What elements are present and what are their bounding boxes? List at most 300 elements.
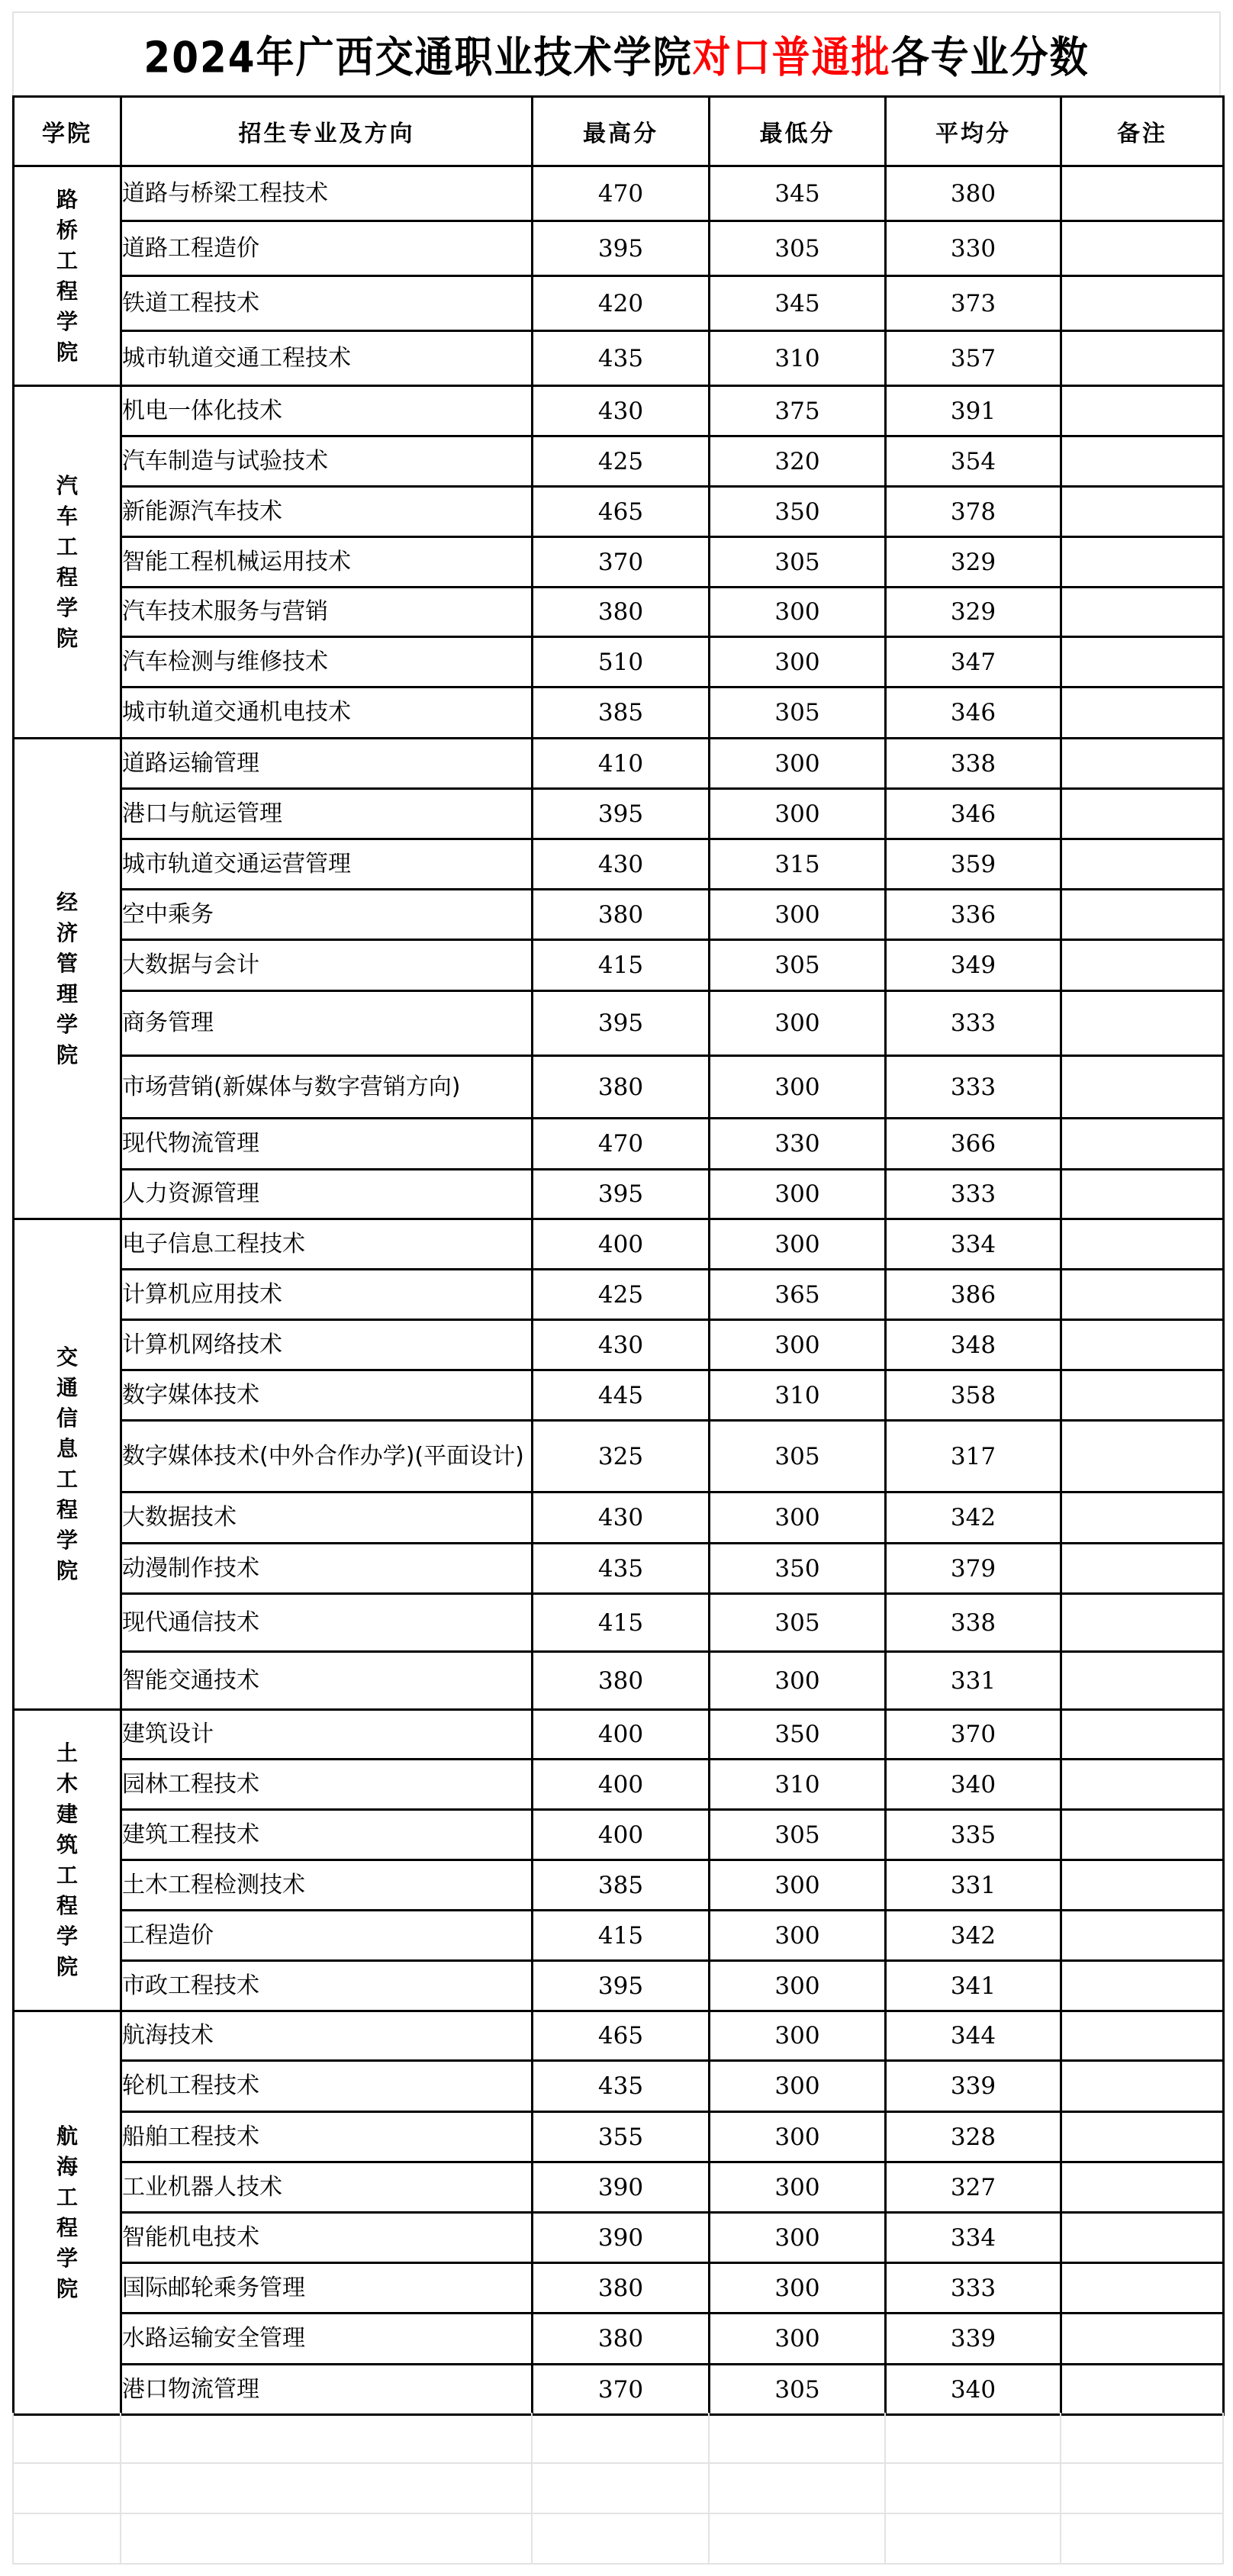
max-score-cell: 435 — [533, 2061, 710, 2112]
avg-score-cell: 380 — [886, 166, 1061, 221]
note-cell — [1061, 588, 1224, 637]
major-cell: 机电一体化技术 — [121, 386, 533, 436]
min-score-cell: 305 — [710, 940, 886, 991]
max-score-cell: 400 — [533, 1219, 710, 1270]
table-row — [14, 1119, 1224, 1170]
empty-cell — [885, 2513, 1061, 2564]
note-cell — [1061, 1270, 1224, 1320]
empty-cell — [532, 2513, 709, 2564]
max-score-cell: 370 — [533, 537, 710, 588]
min-score-cell: 310 — [710, 1370, 886, 1421]
table-row — [14, 221, 1224, 276]
note-cell — [1061, 739, 1224, 789]
major-cell: 汽车技术服务与营销 — [121, 588, 533, 637]
min-score-cell: 350 — [710, 487, 886, 537]
max-score-cell: 445 — [533, 1370, 710, 1421]
major-cell: 铁道工程技术 — [121, 276, 533, 331]
max-score-cell: 430 — [533, 1320, 710, 1370]
page-title — [143, 24, 1089, 85]
major-cell: 计算机网络技术 — [121, 1320, 533, 1370]
note-cell — [1061, 1652, 1224, 1710]
major-cell: 船舶工程技术 — [121, 2112, 533, 2162]
table-row — [14, 1056, 1224, 1119]
table-row — [14, 739, 1224, 789]
note-cell — [1061, 789, 1224, 839]
table-row — [14, 637, 1224, 687]
avg-score-cell: 373 — [886, 276, 1061, 331]
note-cell — [1061, 1710, 1224, 1760]
table-row — [14, 537, 1224, 588]
empty-row — [13, 2513, 1223, 2564]
empty-row — [13, 2463, 1223, 2513]
table-row — [14, 1170, 1224, 1219]
empty-cell — [709, 2413, 885, 2463]
table-row — [14, 1544, 1224, 1594]
max-score-cell: 400 — [533, 1760, 710, 1810]
major-cell: 港口物流管理 — [121, 2365, 533, 2415]
note-cell — [1061, 386, 1224, 436]
empty-cell — [709, 2463, 885, 2513]
empty-cell — [1061, 2463, 1223, 2513]
max-score-cell: 435 — [533, 1544, 710, 1594]
empty-cell — [121, 2413, 532, 2463]
table-row — [14, 789, 1224, 839]
min-score-cell: 300 — [710, 1860, 886, 1911]
major-cell: 工程造价 — [121, 1911, 533, 1961]
max-score-cell: 465 — [533, 487, 710, 537]
table-row — [14, 386, 1224, 436]
major-cell: 现代通信技术 — [121, 1594, 533, 1652]
avg-score-cell: 333 — [886, 1170, 1061, 1219]
college-name: 经济管理学院 — [56, 889, 78, 1067]
major-cell: 新能源汽车技术 — [121, 487, 533, 537]
note-cell — [1061, 1760, 1224, 1810]
max-score-cell: 355 — [533, 2112, 710, 2162]
table-row — [14, 1961, 1224, 2011]
note-cell — [1061, 991, 1224, 1056]
min-score-cell: 300 — [710, 1320, 886, 1370]
note-cell — [1061, 1810, 1224, 1860]
major-cell: 城市轨道交通运营管理 — [121, 839, 533, 890]
table-row — [14, 1810, 1224, 1860]
empty-cell — [1061, 2413, 1223, 2463]
max-score-cell: 395 — [533, 991, 710, 1056]
min-score-cell: 300 — [710, 1170, 886, 1219]
major-cell: 道路工程造价 — [121, 221, 533, 276]
max-score-cell: 370 — [533, 2365, 710, 2415]
max-score-cell: 390 — [533, 2162, 710, 2213]
empty-cell — [885, 2413, 1061, 2463]
title-suffix: 各专业分数 — [890, 33, 1090, 82]
table-row — [14, 1270, 1224, 1320]
note-cell — [1061, 2112, 1224, 2162]
note-cell — [1061, 2314, 1224, 2365]
empty-grid — [12, 2413, 1224, 2565]
table-row — [14, 331, 1224, 386]
table-row — [14, 1594, 1224, 1652]
min-score-cell: 300 — [710, 1056, 886, 1119]
table-row — [14, 1219, 1224, 1270]
note-cell — [1061, 1594, 1224, 1652]
table-row — [14, 2263, 1224, 2314]
min-score-cell: 345 — [710, 276, 886, 331]
note-cell — [1061, 1911, 1224, 1961]
max-score-cell: 380 — [533, 1652, 710, 1710]
avg-score-cell: 329 — [886, 537, 1061, 588]
avg-score-cell: 334 — [886, 2213, 1061, 2263]
min-score-cell: 350 — [710, 1544, 886, 1594]
note-cell — [1061, 166, 1224, 221]
avg-score-cell: 336 — [886, 890, 1061, 940]
avg-score-cell: 339 — [886, 2061, 1061, 2112]
max-score-cell: 380 — [533, 2314, 710, 2365]
note-cell — [1061, 687, 1224, 739]
note-cell — [1061, 1370, 1224, 1421]
note-cell — [1061, 2162, 1224, 2213]
avg-score-cell: 346 — [886, 789, 1061, 839]
note-cell — [1061, 2011, 1224, 2061]
max-score-cell: 425 — [533, 436, 710, 487]
major-cell: 水路运输安全管理 — [121, 2314, 533, 2365]
table-row — [14, 1652, 1224, 1710]
empty-cell — [13, 2513, 121, 2564]
min-score-cell: 300 — [710, 2061, 886, 2112]
major-cell: 道路运输管理 — [121, 739, 533, 789]
table-row — [14, 1760, 1224, 1810]
max-score-cell: 420 — [533, 276, 710, 331]
college-cell — [14, 1219, 121, 1710]
min-score-cell: 300 — [710, 2314, 886, 2365]
note-cell — [1061, 221, 1224, 276]
min-score-cell: 320 — [710, 436, 886, 487]
max-score-cell: 430 — [533, 839, 710, 890]
table-row — [14, 2011, 1224, 2061]
max-score-cell: 385 — [533, 687, 710, 739]
empty-cell — [532, 2413, 709, 2463]
table-row — [14, 1860, 1224, 1911]
max-score-cell: 465 — [533, 2011, 710, 2061]
min-score-cell: 330 — [710, 1119, 886, 1170]
min-score-cell: 300 — [710, 1911, 886, 1961]
note-cell — [1061, 1119, 1224, 1170]
avg-score-cell: 340 — [886, 1760, 1061, 1810]
avg-score-cell: 378 — [886, 487, 1061, 537]
table-row — [14, 2061, 1224, 2112]
min-score-cell: 300 — [710, 1219, 886, 1270]
min-score-cell: 305 — [710, 1421, 886, 1492]
empty-cell — [1061, 2513, 1223, 2564]
max-score-cell: 415 — [533, 940, 710, 991]
major-cell: 港口与航运管理 — [121, 789, 533, 839]
avg-score-cell: 346 — [886, 687, 1061, 739]
min-score-cell: 305 — [710, 687, 886, 739]
major-cell: 数字媒体技术(中外合作办学)(平面设计) — [121, 1421, 533, 1492]
table-row — [14, 436, 1224, 487]
college-name: 土木建筑工程学院 — [56, 1740, 78, 1979]
college-cell — [14, 166, 121, 386]
major-cell: 计算机应用技术 — [121, 1270, 533, 1320]
major-cell: 智能工程机械运用技术 — [121, 537, 533, 588]
major-cell: 建筑设计 — [121, 1710, 533, 1760]
college-name: 汽车工程学院 — [56, 472, 78, 651]
note-cell — [1061, 276, 1224, 331]
table-row — [14, 588, 1224, 637]
college-cell — [14, 1710, 121, 2011]
note-cell — [1061, 487, 1224, 537]
avg-score-cell: 331 — [886, 1860, 1061, 1911]
note-cell — [1061, 890, 1224, 940]
major-cell: 电子信息工程技术 — [121, 1219, 533, 1270]
major-cell: 工业机器人技术 — [121, 2162, 533, 2213]
avg-score-cell: 391 — [886, 386, 1061, 436]
max-score-cell: 415 — [533, 1911, 710, 1961]
scores-body — [14, 166, 1224, 2415]
min-score-cell: 345 — [710, 166, 886, 221]
note-cell — [1061, 2213, 1224, 2263]
table-row — [14, 1370, 1224, 1421]
table-row — [14, 2112, 1224, 2162]
avg-score-cell: 339 — [886, 2314, 1061, 2365]
avg-score-cell: 386 — [886, 1270, 1061, 1320]
avg-score-cell: 357 — [886, 331, 1061, 386]
note-cell — [1061, 839, 1224, 890]
major-cell: 动漫制作技术 — [121, 1544, 533, 1594]
empty-cell — [121, 2513, 532, 2564]
min-score-cell: 300 — [710, 890, 886, 940]
min-score-cell: 310 — [710, 331, 886, 386]
college-cell — [14, 739, 121, 1219]
note-cell — [1061, 1492, 1224, 1544]
max-score-cell: 380 — [533, 2263, 710, 2314]
major-cell: 城市轨道交通机电技术 — [121, 687, 533, 739]
major-cell: 大数据技术 — [121, 1492, 533, 1544]
note-cell — [1061, 2365, 1224, 2415]
note-cell — [1061, 2061, 1224, 2112]
table-row — [14, 2213, 1224, 2263]
college-cell — [14, 2011, 121, 2415]
header-max-score: 最高分 — [533, 97, 710, 166]
avg-score-cell: 335 — [886, 1810, 1061, 1860]
min-score-cell: 305 — [710, 221, 886, 276]
avg-score-cell: 354 — [886, 436, 1061, 487]
table-row — [14, 276, 1224, 331]
major-cell: 汽车制造与试验技术 — [121, 436, 533, 487]
empty-cell — [13, 2413, 121, 2463]
empty-cell — [121, 2463, 532, 2513]
max-score-cell: 430 — [533, 1492, 710, 1544]
major-cell: 土木工程检测技术 — [121, 1860, 533, 1911]
empty-cell — [885, 2463, 1061, 2513]
min-score-cell: 300 — [710, 1492, 886, 1544]
note-cell — [1061, 1056, 1224, 1119]
table-row — [14, 166, 1224, 221]
avg-score-cell: 333 — [886, 1056, 1061, 1119]
avg-score-cell: 370 — [886, 1710, 1061, 1760]
avg-score-cell: 348 — [886, 1320, 1061, 1370]
college-name: 交通信息工程学院 — [56, 1344, 78, 1583]
major-cell: 商务管理 — [121, 991, 533, 1056]
major-cell: 国际邮轮乘务管理 — [121, 2263, 533, 2314]
avg-score-cell: 349 — [886, 940, 1061, 991]
empty-cell — [13, 2463, 121, 2513]
major-cell: 智能机电技术 — [121, 2213, 533, 2263]
max-score-cell: 510 — [533, 637, 710, 687]
avg-score-cell: 342 — [886, 1911, 1061, 1961]
table-row — [14, 1911, 1224, 1961]
max-score-cell: 395 — [533, 1961, 710, 2011]
max-score-cell: 325 — [533, 1421, 710, 1492]
min-score-cell: 300 — [710, 1652, 886, 1710]
max-score-cell: 415 — [533, 1594, 710, 1652]
note-cell — [1061, 1170, 1224, 1219]
title-highlight: 对口普通批 — [692, 33, 891, 82]
min-score-cell: 300 — [710, 991, 886, 1056]
max-score-cell: 395 — [533, 221, 710, 276]
empty-cell — [709, 2513, 885, 2564]
table-row — [14, 991, 1224, 1056]
note-cell — [1061, 1421, 1224, 1492]
max-score-cell: 470 — [533, 1119, 710, 1170]
table-row — [14, 487, 1224, 537]
note-cell — [1061, 2263, 1224, 2314]
max-score-cell: 470 — [533, 166, 710, 221]
avg-score-cell: 334 — [886, 1219, 1061, 1270]
table-row — [14, 940, 1224, 991]
avg-score-cell: 331 — [886, 1652, 1061, 1710]
min-score-cell: 300 — [710, 2213, 886, 2263]
min-score-cell: 365 — [710, 1270, 886, 1320]
empty-row — [13, 2413, 1223, 2463]
avg-score-cell: 342 — [886, 1492, 1061, 1544]
major-cell: 市政工程技术 — [121, 1961, 533, 2011]
college-cell — [14, 386, 121, 739]
max-score-cell: 435 — [533, 331, 710, 386]
header-note: 备注 — [1061, 97, 1224, 166]
avg-score-cell: 338 — [886, 1594, 1061, 1652]
max-score-cell: 400 — [533, 1810, 710, 1860]
major-cell: 空中乘务 — [121, 890, 533, 940]
major-cell: 城市轨道交通工程技术 — [121, 331, 533, 386]
min-score-cell: 300 — [710, 2112, 886, 2162]
note-cell — [1061, 1544, 1224, 1594]
major-cell: 道路与桥梁工程技术 — [121, 166, 533, 221]
college-name: 航海工程学院 — [56, 2124, 78, 2301]
avg-score-cell: 333 — [886, 2263, 1061, 2314]
header-min-score: 最低分 — [710, 97, 886, 166]
table-row — [14, 1492, 1224, 1544]
avg-score-cell: 359 — [886, 839, 1061, 890]
table-row — [14, 1421, 1224, 1492]
avg-score-cell: 358 — [886, 1370, 1061, 1421]
major-cell: 建筑工程技术 — [121, 1810, 533, 1860]
min-score-cell: 310 — [710, 1760, 886, 1810]
avg-score-cell: 340 — [886, 2365, 1061, 2415]
major-cell: 园林工程技术 — [121, 1760, 533, 1810]
min-score-cell: 300 — [710, 2263, 886, 2314]
table-row — [14, 2314, 1224, 2365]
avg-score-cell: 379 — [886, 1544, 1061, 1594]
max-score-cell: 380 — [533, 1056, 710, 1119]
major-cell: 航海技术 — [121, 2011, 533, 2061]
title-area — [12, 11, 1221, 95]
header-row — [14, 97, 1224, 166]
major-cell: 大数据与会计 — [121, 940, 533, 991]
note-cell — [1061, 1961, 1224, 2011]
table-row — [14, 1320, 1224, 1370]
note-cell — [1061, 637, 1224, 687]
avg-score-cell: 327 — [886, 2162, 1061, 2213]
avg-score-cell: 330 — [886, 221, 1061, 276]
avg-score-cell: 328 — [886, 2112, 1061, 2162]
avg-score-cell: 338 — [886, 739, 1061, 789]
max-score-cell: 380 — [533, 588, 710, 637]
avg-score-cell: 347 — [886, 637, 1061, 687]
major-cell: 智能交通技术 — [121, 1652, 533, 1710]
avg-score-cell: 344 — [886, 2011, 1061, 2061]
min-score-cell: 300 — [710, 789, 886, 839]
max-score-cell: 385 — [533, 1860, 710, 1911]
table-row — [14, 1710, 1224, 1760]
avg-score-cell: 317 — [886, 1421, 1061, 1492]
min-score-cell: 300 — [710, 637, 886, 687]
header-college: 学院 — [14, 97, 121, 166]
major-cell: 人力资源管理 — [121, 1170, 533, 1219]
min-score-cell: 300 — [710, 588, 886, 637]
table-row — [14, 2365, 1224, 2415]
min-score-cell: 375 — [710, 386, 886, 436]
college-name: 路桥工程学院 — [56, 186, 78, 365]
note-cell — [1061, 436, 1224, 487]
note-cell — [1061, 940, 1224, 991]
note-cell — [1061, 331, 1224, 386]
title-prefix: 2024年广西交通职业技术学院 — [143, 33, 693, 82]
header-major: 招生专业及方向 — [121, 97, 533, 166]
min-score-cell: 350 — [710, 1710, 886, 1760]
table-row — [14, 2162, 1224, 2213]
empty-cell — [532, 2463, 709, 2513]
min-score-cell: 300 — [710, 2162, 886, 2213]
max-score-cell: 410 — [533, 739, 710, 789]
table-row — [14, 687, 1224, 739]
min-score-cell: 305 — [710, 1594, 886, 1652]
max-score-cell: 395 — [533, 789, 710, 839]
min-score-cell: 300 — [710, 1961, 886, 2011]
major-cell: 汽车检测与维修技术 — [121, 637, 533, 687]
note-cell — [1061, 1860, 1224, 1911]
major-cell: 轮机工程技术 — [121, 2061, 533, 2112]
major-cell: 数字媒体技术 — [121, 1370, 533, 1421]
min-score-cell: 315 — [710, 839, 886, 890]
major-cell: 市场营销(新媒体与数字营销方向) — [121, 1056, 533, 1119]
min-score-cell: 305 — [710, 537, 886, 588]
max-score-cell: 390 — [533, 2213, 710, 2263]
min-score-cell: 300 — [710, 739, 886, 789]
min-score-cell: 300 — [710, 2011, 886, 2061]
note-cell — [1061, 537, 1224, 588]
note-cell — [1061, 1219, 1224, 1270]
min-score-cell: 305 — [710, 2365, 886, 2415]
min-score-cell: 305 — [710, 1810, 886, 1860]
max-score-cell: 395 — [533, 1170, 710, 1219]
max-score-cell: 430 — [533, 386, 710, 436]
max-score-cell: 425 — [533, 1270, 710, 1320]
note-cell — [1061, 1320, 1224, 1370]
max-score-cell: 380 — [533, 890, 710, 940]
max-score-cell: 400 — [533, 1710, 710, 1760]
header-avg-score: 平均分 — [886, 97, 1061, 166]
avg-score-cell: 366 — [886, 1119, 1061, 1170]
table-row — [14, 839, 1224, 890]
